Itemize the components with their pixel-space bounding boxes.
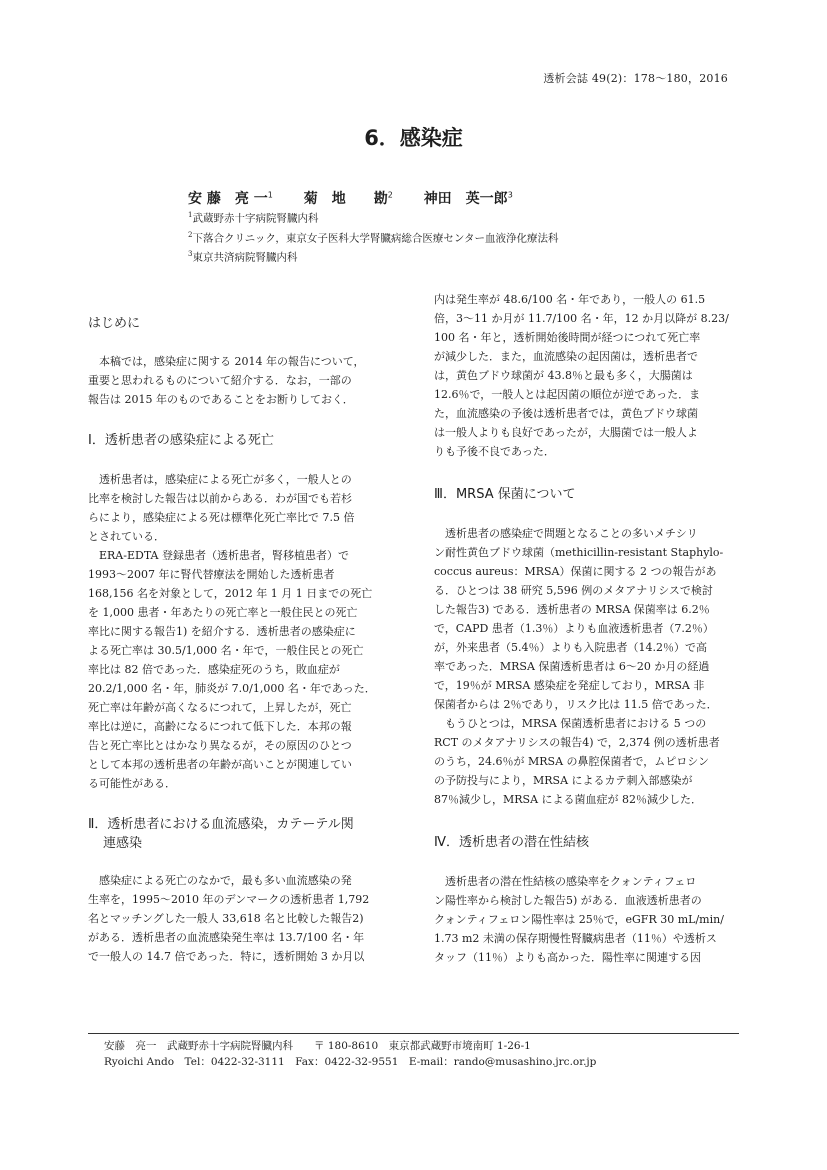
text-line: で，19％が MRSA 感染症を発症しており，MRSA 非 bbox=[434, 679, 705, 692]
paragraph-2-continued bbox=[434, 290, 744, 461]
text-line: 168,156 名を対象として，2012 年 1 月 1 日までの死亡 bbox=[88, 587, 373, 600]
text-line: 比率を検討した報告は以前からある．わが国でも若杉 bbox=[88, 492, 352, 505]
heading-section-2: Ⅱ．透析患者における血流感染，カテーテル関 連感染 bbox=[88, 817, 354, 851]
text-line: らにより，感染症による死は標準化死亡率比で 7.5 倍 bbox=[88, 511, 355, 524]
text-line: 率比は 82 倍であった．感染症死のうち，敗血症が bbox=[88, 663, 340, 676]
paragraph-3a bbox=[434, 524, 744, 714]
footer-divider bbox=[88, 1033, 739, 1034]
author-list bbox=[188, 188, 539, 208]
text-line: タッフ（11％）よりも高かった．陽性率に関連する因 bbox=[434, 951, 701, 964]
text-line: 87％減少し，MRSA による菌血症が 82％減少した． bbox=[434, 793, 703, 806]
text-line: 保菌者からは 2％であり，リスク比は 11.5 倍であった． bbox=[434, 698, 718, 711]
paragraph-4 bbox=[434, 872, 744, 967]
text-line: 100 名・年と，透析開始後時間が経つにつれて死亡率 bbox=[434, 331, 701, 344]
text-line: もうひとつは，MRSA 保菌透析患者における 5 つの bbox=[445, 717, 707, 730]
text-line: た，血流感染の予後は透析患者では，黄色ブドウ球菌 bbox=[434, 407, 698, 420]
text-line: クォンティフェロン陽性率は 25％で，eGFR 30 mL/min/ bbox=[434, 913, 724, 926]
text-line: 1993～2007 年に腎代替療法を開始した透析患者 bbox=[88, 568, 335, 581]
text-line: 透析患者の潜在性結核の感染率をクォンティフェロ bbox=[445, 875, 697, 888]
correspondence bbox=[104, 1038, 596, 1070]
left-column bbox=[88, 290, 398, 966]
text-line: 倍，3～11 か月が 11.7/100 名・年，12 か月以降が 8.23/ bbox=[434, 312, 729, 325]
author-2: 菊 地 勘$^2$ bbox=[303, 190, 393, 207]
heading-section-4: Ⅳ．透析患者の潜在性結核 bbox=[434, 835, 589, 850]
heading-section-1: Ⅰ．透析患者の感染症による死亡 bbox=[88, 433, 274, 448]
text-line: る．ひとつは 38 研究 5,596 例のメタアナリシスで検討 bbox=[434, 584, 713, 597]
text-line: 感染症による死亡のなかで，最も多い血流感染の発 bbox=[99, 874, 352, 887]
correspondence-ja: 安藤 亮一 武蔵野赤十字病院腎臓内科 〒 180-8610 東京都武蔵野市境南町 1-26-1 bbox=[104, 1040, 531, 1052]
text-line: coccus aureus：MRSA）保菌に関する 2 つの報告があ bbox=[434, 565, 717, 578]
text-line: 生率を，1995～2010 年のデンマークの透析患者 1,792 bbox=[88, 893, 370, 906]
heading-section-3: Ⅲ．MRSA 保菌について bbox=[434, 487, 576, 502]
text-line: として本邦の透析患者の年齢が高いことが関連してい bbox=[88, 758, 352, 771]
text-line: 12.6％で，一般人とは起因菌の順位が逆であった．ま bbox=[434, 388, 701, 401]
text-line: RCT のメタアナリシスの報告4) で，2,374 例の透析患者 bbox=[434, 736, 720, 749]
text-line: とされている． bbox=[88, 530, 165, 543]
text-line: る可能性がある． bbox=[88, 777, 176, 790]
text-line: りも予後不良であった． bbox=[434, 445, 555, 458]
affiliation-3: $^3$東京共済病院腎臓内科 bbox=[188, 250, 298, 264]
text-line: ン陽性率から検討した報告5) がある．血液透析患者の bbox=[434, 894, 702, 907]
author-1: 安 藤 亮 一$^1$ bbox=[188, 190, 273, 207]
right-column bbox=[434, 290, 744, 967]
text-line: 透析患者は，感染症による死亡が多く，一般人との bbox=[99, 473, 352, 486]
text-line: 率であった．MRSA 保菌透析患者は 6～20 か月の経過 bbox=[434, 660, 710, 673]
text-line: は，黄色ブドウ球菌が 43.8％と最も多く，大腸菌は bbox=[434, 369, 693, 382]
text-line: ン耐性黄色ブドウ球菌（methicillin-resistant Staphylo- bbox=[434, 546, 724, 559]
journal-reference: 透析会誌 49(2)：178～180，2016 bbox=[543, 72, 728, 85]
paragraph-3b bbox=[434, 714, 744, 809]
text-line: 透析患者の感染症で問題となることの多いメチシリ bbox=[445, 527, 698, 540]
text-line: を 1,000 患者・年あたりの死亡率と一般住民との死亡 bbox=[88, 606, 358, 619]
text-line: 率比は逆に，高齢になるにつれて低下した．本邦の報 bbox=[88, 720, 352, 733]
text-line: のうち，24.6％が MRSA の鼻腔保菌者で，ムピロシン bbox=[434, 755, 710, 768]
correspondence-en: Ryoichi Ando Tel：0422-32-3111 Fax：0422-32-9551 E-mail：rando@musashino.jrc.or.jp bbox=[104, 1056, 597, 1068]
text-line: ERA-EDTA 登録患者（透析患者，腎移植患者）で bbox=[99, 549, 349, 562]
paragraph-2 bbox=[88, 871, 398, 966]
text-line: 告と死亡率比とはかなり異なるが，その原因のひとつ bbox=[88, 739, 352, 752]
text-line: 20.2/1,000 名・年，肺炎が 7.0/1,000 名・年であった． bbox=[88, 682, 376, 695]
text-line: がある．透析患者の血流感染発生率は 13.7/100 名・年 bbox=[88, 931, 365, 944]
text-line: 報告は 2015 年のものであることをお断りしておく． bbox=[88, 393, 354, 406]
text-line: 死亡率は年齢が高くなるにつれて，上昇したが，死亡 bbox=[88, 701, 352, 714]
affiliation-2: $^2$下落合クリニック，東京女子医科大学腎臓病総合医療センター血液浄化療法科 bbox=[188, 230, 559, 244]
text-line: 本稿では，感染症に関する 2014 年の報告について， bbox=[99, 355, 365, 368]
text-line: 1.73 m2 未満の保存期慢性腎臓病患者（11％）や透析ス bbox=[434, 932, 717, 945]
text-line: で一般人の 14.7 倍であった．特に，透析開始 3 か月以 bbox=[88, 950, 365, 963]
paragraph-intro bbox=[88, 352, 398, 409]
text-line: 内は発生率が 48.6/100 名・年であり，一般人の 61.5 bbox=[434, 293, 706, 306]
article-title: 6．感染症 bbox=[364, 126, 463, 150]
paragraph-1b bbox=[88, 546, 398, 793]
text-line: 率比に関する報告1) を紹介する．透析患者の感染症に bbox=[88, 625, 356, 638]
text-line: が減少した．また，血流感染の起因菌は，透析患者で bbox=[434, 350, 698, 363]
heading-intro: はじめに bbox=[88, 316, 141, 331]
text-line: の予防投与により，MRSA によるカテ刺入部感染が bbox=[434, 774, 693, 787]
text-line: 名とマッチングした一般人 33,618 名と比較した報告2) bbox=[88, 912, 364, 925]
author-3: 神田 英一郎$^3$ bbox=[423, 190, 513, 207]
text-line: した報告3) である．透析患者の MRSA 保菌率は 6.2％ bbox=[434, 603, 710, 616]
text-line: よる死亡率は 30.5/1,000 名・年で，一般住民との死亡 bbox=[88, 644, 364, 657]
paragraph-1a bbox=[88, 470, 398, 546]
affiliation-list bbox=[188, 207, 559, 266]
affiliation-1: $^1$武蔵野赤十字病院腎臓内科 bbox=[188, 211, 319, 225]
text-line: で，CAPD 患者（1.3％）よりも血液透析患者（7.2％） bbox=[434, 622, 714, 635]
text-line: が，外来患者（5.4％）よりも入院患者（14.2％）で高 bbox=[434, 641, 707, 654]
text-line: は一般人よりも良好であったが，大腸菌では一般人よ bbox=[434, 426, 698, 439]
text-line: 重要と思われるものについて紹介する．なお，一部の bbox=[88, 374, 352, 387]
